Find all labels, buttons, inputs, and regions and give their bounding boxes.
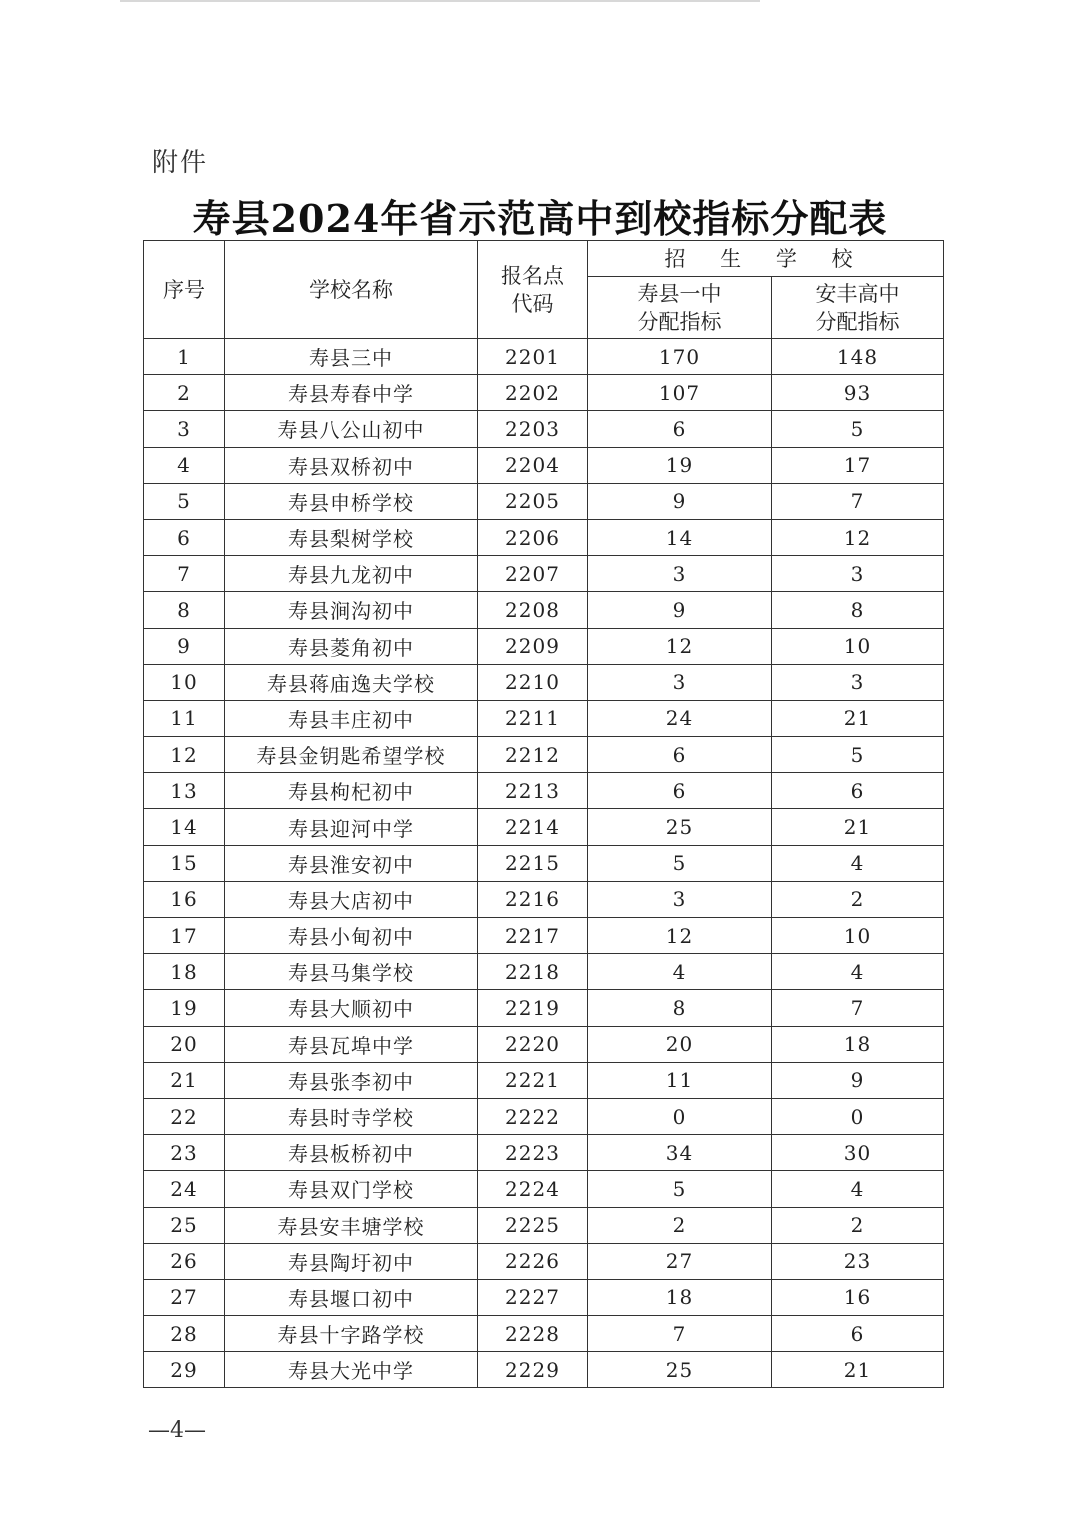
table-row xyxy=(144,1207,944,1243)
table-row xyxy=(144,1026,944,1062)
registration-code: 2216 xyxy=(478,881,588,917)
table-row xyxy=(144,556,944,592)
school-name: 寿县瓦埠中学 xyxy=(225,1026,478,1062)
table-row xyxy=(144,845,944,881)
row-index: 17 xyxy=(144,918,225,954)
quota-anfeng-high: 30 xyxy=(772,1135,944,1171)
school-name: 寿县大顺初中 xyxy=(225,990,478,1026)
school-name: 寿县三中 xyxy=(225,339,478,375)
header-col-a-line2: 分配指标 xyxy=(637,309,722,334)
row-index: 9 xyxy=(144,628,225,664)
quota-shouxian-no1: 3 xyxy=(588,556,772,592)
row-index: 29 xyxy=(144,1352,225,1388)
table-row xyxy=(144,411,944,447)
header-col-b-line2: 分配指标 xyxy=(815,309,900,334)
quota-shouxian-no1: 14 xyxy=(588,519,772,555)
quota-shouxian-no1: 4 xyxy=(588,954,772,990)
quota-shouxian-no1: 6 xyxy=(588,773,772,809)
registration-code: 2214 xyxy=(478,809,588,845)
quota-shouxian-no1: 5 xyxy=(588,845,772,881)
registration-code: 2226 xyxy=(478,1243,588,1279)
registration-code: 2204 xyxy=(478,447,588,483)
quota-anfeng-high: 5 xyxy=(772,737,944,773)
row-index: 20 xyxy=(144,1026,225,1062)
school-name: 寿县涧沟初中 xyxy=(225,592,478,628)
registration-code: 2224 xyxy=(478,1171,588,1207)
registration-code: 2206 xyxy=(478,519,588,555)
quota-shouxian-no1: 18 xyxy=(588,1279,772,1315)
quota-anfeng-high: 5 xyxy=(772,411,944,447)
table-row xyxy=(144,700,944,736)
quota-shouxian-no1: 6 xyxy=(588,411,772,447)
header-col-b-line1: 安丰高中 xyxy=(815,281,900,306)
header-recruiting-schools: 招 生 学 校 xyxy=(588,241,944,277)
school-name: 寿县寿春中学 xyxy=(225,375,478,411)
row-index: 23 xyxy=(144,1135,225,1171)
quota-anfeng-high: 18 xyxy=(772,1026,944,1062)
school-name: 寿县安丰塘学校 xyxy=(225,1207,478,1243)
school-name: 寿县大光中学 xyxy=(225,1352,478,1388)
registration-code: 2213 xyxy=(478,773,588,809)
quota-anfeng-high: 93 xyxy=(772,375,944,411)
attachment-label: 附件 xyxy=(152,148,209,178)
school-name: 寿县申桥学校 xyxy=(225,483,478,519)
registration-code: 2209 xyxy=(478,628,588,664)
quota-anfeng-high: 21 xyxy=(772,700,944,736)
registration-code: 2208 xyxy=(478,592,588,628)
document-title: 寿县2024年省示范高中到校指标分配表 xyxy=(192,196,888,241)
quota-anfeng-high: 148 xyxy=(772,339,944,375)
school-name: 寿县双门学校 xyxy=(225,1171,478,1207)
row-index: 18 xyxy=(144,954,225,990)
table-row xyxy=(144,628,944,664)
school-name: 寿县梨树学校 xyxy=(225,519,478,555)
row-index: 10 xyxy=(144,664,225,700)
table-row xyxy=(144,1316,944,1352)
table-row xyxy=(144,1279,944,1315)
row-index: 1 xyxy=(144,339,225,375)
row-index: 7 xyxy=(144,556,225,592)
table-row xyxy=(144,664,944,700)
registration-code: 2219 xyxy=(478,990,588,1026)
row-index: 5 xyxy=(144,483,225,519)
quota-anfeng-high: 21 xyxy=(772,809,944,845)
registration-code: 2227 xyxy=(478,1279,588,1315)
row-index: 21 xyxy=(144,1062,225,1098)
registration-code: 2215 xyxy=(478,845,588,881)
school-name: 寿县马集学校 xyxy=(225,954,478,990)
registration-code: 2229 xyxy=(478,1352,588,1388)
quota-shouxian-no1: 34 xyxy=(588,1135,772,1171)
quota-shouxian-no1: 27 xyxy=(588,1243,772,1279)
table-row xyxy=(144,375,944,411)
table-row xyxy=(144,1352,944,1388)
header-index: 序号 xyxy=(144,241,225,339)
quota-shouxian-no1: 5 xyxy=(588,1171,772,1207)
school-name: 寿县金钥匙希望学校 xyxy=(225,737,478,773)
header-shouxian-no1 xyxy=(588,277,772,339)
school-name: 寿县蒋庙逸夫学校 xyxy=(225,664,478,700)
quota-anfeng-high: 6 xyxy=(772,773,944,809)
quota-shouxian-no1: 9 xyxy=(588,592,772,628)
school-name: 寿县板桥初中 xyxy=(225,1135,478,1171)
page-number: —4— xyxy=(148,1418,206,1443)
quota-anfeng-high: 17 xyxy=(772,447,944,483)
allocation-table xyxy=(143,240,944,1388)
quota-anfeng-high: 6 xyxy=(772,1316,944,1352)
school-name: 寿县八公山初中 xyxy=(225,411,478,447)
table-row xyxy=(144,990,944,1026)
row-index: 2 xyxy=(144,375,225,411)
quota-shouxian-no1: 12 xyxy=(588,628,772,664)
table-row xyxy=(144,1062,944,1098)
table-row xyxy=(144,918,944,954)
row-index: 25 xyxy=(144,1207,225,1243)
row-index: 4 xyxy=(144,447,225,483)
quota-shouxian-no1: 0 xyxy=(588,1098,772,1134)
header-code-line2: 代码 xyxy=(511,291,554,316)
header-col-a-line1: 寿县一中 xyxy=(637,281,722,306)
row-index: 15 xyxy=(144,845,225,881)
registration-code: 2225 xyxy=(478,1207,588,1243)
quota-anfeng-high: 7 xyxy=(772,483,944,519)
table-row xyxy=(144,339,944,375)
row-index: 22 xyxy=(144,1098,225,1134)
table-row xyxy=(144,1135,944,1171)
row-index: 11 xyxy=(144,700,225,736)
quota-anfeng-high: 23 xyxy=(772,1243,944,1279)
row-index: 3 xyxy=(144,411,225,447)
registration-code: 2228 xyxy=(478,1316,588,1352)
row-index: 16 xyxy=(144,881,225,917)
quota-anfeng-high: 4 xyxy=(772,954,944,990)
registration-code: 2220 xyxy=(478,1026,588,1062)
school-name: 寿县陶圩初中 xyxy=(225,1243,478,1279)
table-body xyxy=(144,339,944,1388)
quota-shouxian-no1: 20 xyxy=(588,1026,772,1062)
school-name: 寿县丰庄初中 xyxy=(225,700,478,736)
quota-anfeng-high: 10 xyxy=(772,628,944,664)
table-row xyxy=(144,1098,944,1134)
row-index: 13 xyxy=(144,773,225,809)
school-name: 寿县淮安初中 xyxy=(225,845,478,881)
quota-anfeng-high: 0 xyxy=(772,1098,944,1134)
school-name: 寿县九龙初中 xyxy=(225,556,478,592)
table-row xyxy=(144,737,944,773)
registration-code: 2210 xyxy=(478,664,588,700)
row-index: 27 xyxy=(144,1279,225,1315)
quota-anfeng-high: 16 xyxy=(772,1279,944,1315)
school-name: 寿县迎河中学 xyxy=(225,809,478,845)
quota-shouxian-no1: 107 xyxy=(588,375,772,411)
quota-shouxian-no1: 12 xyxy=(588,918,772,954)
school-name: 寿县小甸初中 xyxy=(225,918,478,954)
row-index: 28 xyxy=(144,1316,225,1352)
table-row xyxy=(144,954,944,990)
registration-code: 2207 xyxy=(478,556,588,592)
registration-code: 2205 xyxy=(478,483,588,519)
quota-anfeng-high: 7 xyxy=(772,990,944,1026)
header-code-line1: 报名点 xyxy=(501,263,564,288)
quota-anfeng-high: 12 xyxy=(772,519,944,555)
registration-code: 2221 xyxy=(478,1062,588,1098)
quota-anfeng-high: 3 xyxy=(772,556,944,592)
registration-code: 2217 xyxy=(478,918,588,954)
quota-anfeng-high: 4 xyxy=(772,845,944,881)
row-index: 14 xyxy=(144,809,225,845)
quota-anfeng-high: 3 xyxy=(772,664,944,700)
school-name: 寿县张李初中 xyxy=(225,1062,478,1098)
table-row xyxy=(144,483,944,519)
quota-anfeng-high: 9 xyxy=(772,1062,944,1098)
registration-code: 2212 xyxy=(478,737,588,773)
quota-shouxian-no1: 25 xyxy=(588,809,772,845)
registration-code: 2223 xyxy=(478,1135,588,1171)
school-name: 寿县枸杞初中 xyxy=(225,773,478,809)
registration-code: 2202 xyxy=(478,375,588,411)
table-row xyxy=(144,773,944,809)
table-row xyxy=(144,1171,944,1207)
quota-shouxian-no1: 19 xyxy=(588,447,772,483)
row-index: 26 xyxy=(144,1243,225,1279)
quota-anfeng-high: 4 xyxy=(772,1171,944,1207)
registration-code: 2201 xyxy=(478,339,588,375)
quota-shouxian-no1: 8 xyxy=(588,990,772,1026)
school-name: 寿县双桥初中 xyxy=(225,447,478,483)
quota-shouxian-no1: 7 xyxy=(588,1316,772,1352)
quota-shouxian-no1: 2 xyxy=(588,1207,772,1243)
table-row xyxy=(144,809,944,845)
registration-code: 2222 xyxy=(478,1098,588,1134)
quota-anfeng-high: 2 xyxy=(772,1207,944,1243)
row-index: 24 xyxy=(144,1171,225,1207)
quota-shouxian-no1: 24 xyxy=(588,700,772,736)
quota-shouxian-no1: 11 xyxy=(588,1062,772,1098)
registration-code: 2203 xyxy=(478,411,588,447)
quota-anfeng-high: 10 xyxy=(772,918,944,954)
registration-code: 2218 xyxy=(478,954,588,990)
quota-shouxian-no1: 3 xyxy=(588,881,772,917)
table-row xyxy=(144,519,944,555)
quota-anfeng-high: 21 xyxy=(772,1352,944,1388)
row-index: 12 xyxy=(144,737,225,773)
school-name: 寿县十字路学校 xyxy=(225,1316,478,1352)
school-name: 寿县菱角初中 xyxy=(225,628,478,664)
quota-shouxian-no1: 170 xyxy=(588,339,772,375)
table-row xyxy=(144,447,944,483)
quota-anfeng-high: 2 xyxy=(772,881,944,917)
school-name: 寿县堰口初中 xyxy=(225,1279,478,1315)
top-rule xyxy=(120,0,760,2)
school-name: 寿县大店初中 xyxy=(225,881,478,917)
quota-shouxian-no1: 9 xyxy=(588,483,772,519)
table-row xyxy=(144,881,944,917)
registration-code: 2211 xyxy=(478,700,588,736)
header-school-name: 学校名称 xyxy=(225,241,478,339)
school-name: 寿县时寺学校 xyxy=(225,1098,478,1134)
quota-shouxian-no1: 3 xyxy=(588,664,772,700)
row-index: 8 xyxy=(144,592,225,628)
quota-shouxian-no1: 25 xyxy=(588,1352,772,1388)
quota-anfeng-high: 8 xyxy=(772,592,944,628)
table-row xyxy=(144,592,944,628)
header-code xyxy=(478,241,588,339)
header-anfeng-high xyxy=(772,277,944,339)
row-index: 6 xyxy=(144,519,225,555)
row-index: 19 xyxy=(144,990,225,1026)
table-row xyxy=(144,1243,944,1279)
quota-shouxian-no1: 6 xyxy=(588,737,772,773)
